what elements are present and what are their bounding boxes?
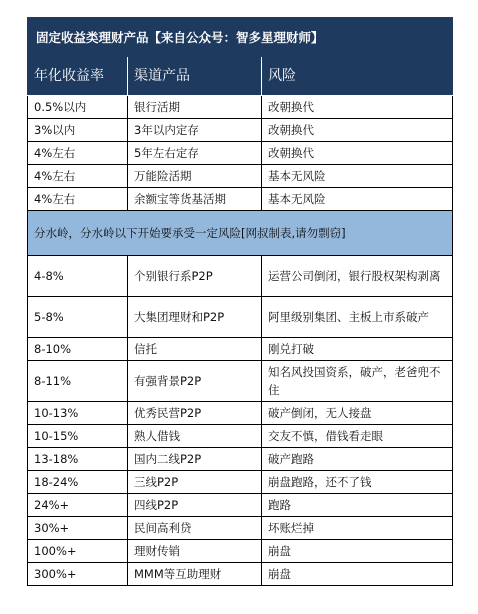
rate-cell: 8-11% xyxy=(28,361,128,402)
product-cell: 熟人借钱 xyxy=(128,425,262,448)
header-rate: 年化收益率 xyxy=(28,57,128,96)
table-row xyxy=(28,165,453,188)
product-cell: MMM等互助理财 xyxy=(128,563,262,586)
table-row xyxy=(28,119,453,142)
risk-cell: 改朝换代 xyxy=(262,119,453,142)
header-risk: 风险 xyxy=(262,57,453,96)
product-cell: 3年以内定存 xyxy=(128,119,262,142)
table-row xyxy=(28,338,453,361)
table-row xyxy=(28,563,453,586)
income-table xyxy=(27,17,453,586)
product-cell: 国内二线P2P xyxy=(128,448,262,471)
risk-cell: 运营公司倒闭，银行股权架构剥离 xyxy=(262,256,453,297)
rate-cell: 4%左右 xyxy=(28,188,128,211)
risk-cell: 改朝换代 xyxy=(262,142,453,165)
product-cell: 信托 xyxy=(128,338,262,361)
table-row xyxy=(28,361,453,402)
table-row xyxy=(28,256,453,297)
product-cell: 三线P2P xyxy=(128,471,262,494)
risk-cell: 崩盘 xyxy=(262,563,453,586)
risk-cell: 知名风投国资系，破产，老爸兜不住 xyxy=(262,361,453,402)
table-title: 固定收益类理财产品【来自公众号：智多星理财师】 xyxy=(28,18,453,57)
rate-cell: 10-15% xyxy=(28,425,128,448)
product-cell: 5年左右定存 xyxy=(128,142,262,165)
rate-cell: 4%左右 xyxy=(28,142,128,165)
risk-cell: 基本无风险 xyxy=(262,188,453,211)
product-cell: 四线P2P xyxy=(128,494,262,517)
product-cell: 万能险活期 xyxy=(128,165,262,188)
risk-cell: 崩盘跑路，还不了钱 xyxy=(262,471,453,494)
table-row xyxy=(28,471,453,494)
risk-cell: 刚兑打破 xyxy=(262,338,453,361)
rate-cell: 4-8% xyxy=(28,256,128,297)
rate-cell: 8-10% xyxy=(28,338,128,361)
table-row xyxy=(28,188,453,211)
separator-text: 分水岭，分水岭以下开始要承受一定风险[网叔制表,请勿剽窃] xyxy=(28,211,453,256)
rate-cell: 300%+ xyxy=(28,563,128,586)
rate-cell: 18-24% xyxy=(28,471,128,494)
risk-cell: 破产倒闭，无人接盘 xyxy=(262,402,453,425)
table-row xyxy=(28,494,453,517)
title-row xyxy=(28,18,453,57)
table-row xyxy=(28,142,453,165)
table-row xyxy=(28,448,453,471)
risk-cell: 跑路 xyxy=(262,494,453,517)
product-cell: 大集团理财和P2P xyxy=(128,297,262,338)
risk-cell: 崩盘 xyxy=(262,540,453,563)
table-row xyxy=(28,517,453,540)
rate-cell: 24%+ xyxy=(28,494,128,517)
rate-cell: 5-8% xyxy=(28,297,128,338)
risk-cell: 阿里级别集团、主板上市系破产 xyxy=(262,297,453,338)
product-cell: 余额宝等货基活期 xyxy=(128,188,262,211)
table-row xyxy=(28,297,453,338)
rate-cell: 100%+ xyxy=(28,540,128,563)
table-row xyxy=(28,402,453,425)
risk-cell: 破产跑路 xyxy=(262,448,453,471)
header-row xyxy=(28,57,453,96)
rate-cell: 30%+ xyxy=(28,517,128,540)
separator-row xyxy=(28,211,453,256)
risk-cell: 坏账烂掉 xyxy=(262,517,453,540)
header-product: 渠道产品 xyxy=(128,57,262,96)
table-row xyxy=(28,96,453,119)
product-cell: 民间高利贷 xyxy=(128,517,262,540)
product-cell: 银行活期 xyxy=(128,96,262,119)
rate-cell: 0.5%以内 xyxy=(28,96,128,119)
product-cell: 优秀民营P2P xyxy=(128,402,262,425)
risk-cell: 基本无风险 xyxy=(262,165,453,188)
rate-cell: 3%以内 xyxy=(28,119,128,142)
product-cell: 个别银行系P2P xyxy=(128,256,262,297)
table-row xyxy=(28,425,453,448)
risk-cell: 改朝换代 xyxy=(262,96,453,119)
table-row xyxy=(28,540,453,563)
product-cell: 有强背景P2P xyxy=(128,361,262,402)
rate-cell: 10-13% xyxy=(28,402,128,425)
income-table-container xyxy=(27,17,452,586)
risk-cell: 交友不慎，借钱看走眼 xyxy=(262,425,453,448)
rate-cell: 13-18% xyxy=(28,448,128,471)
product-cell: 理财传销 xyxy=(128,540,262,563)
rate-cell: 4%左右 xyxy=(28,165,128,188)
